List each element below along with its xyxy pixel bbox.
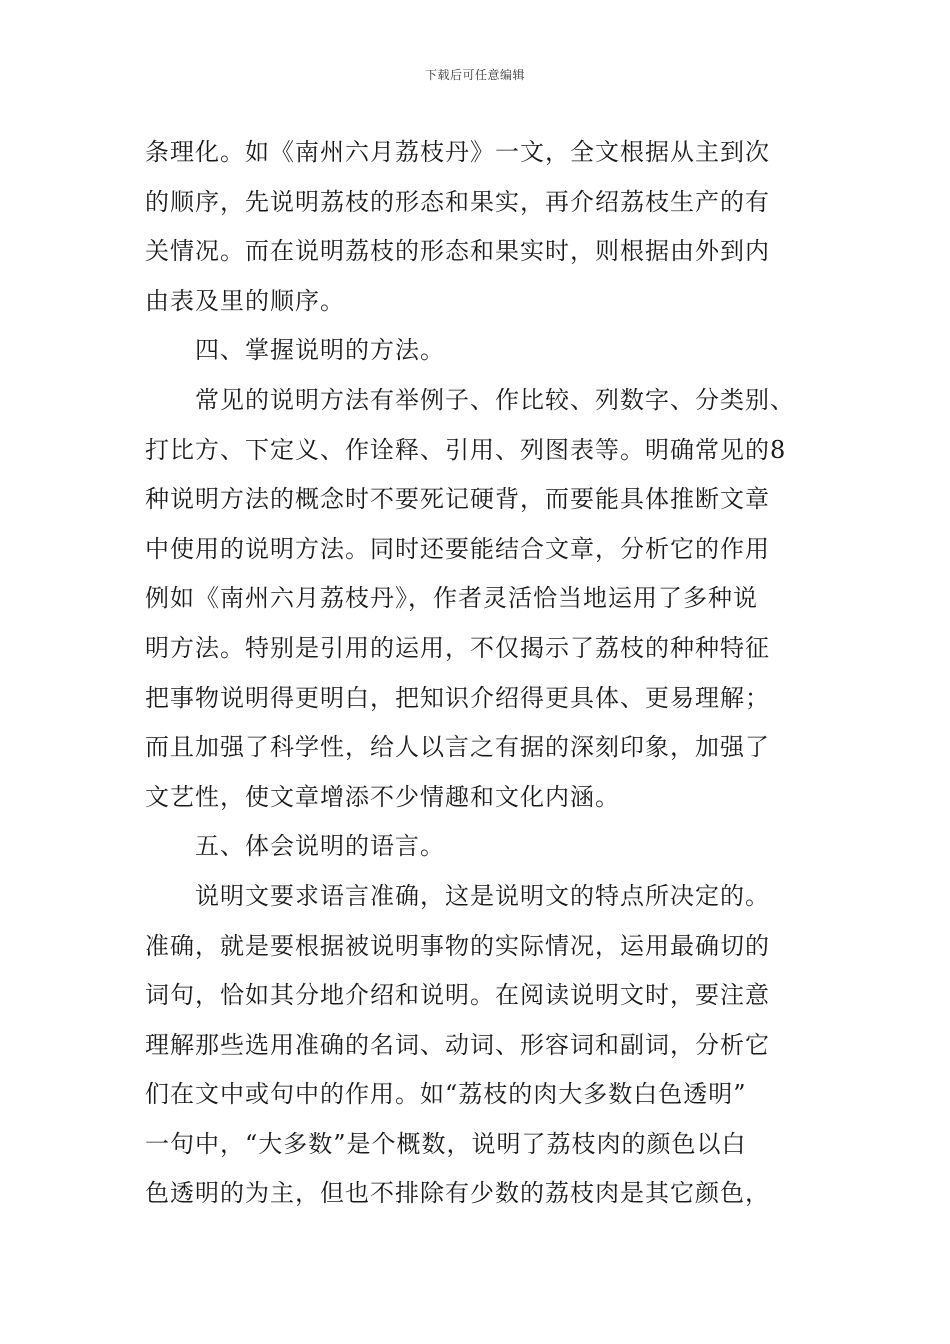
text-line: 们在文中或句中的作用。如“荔枝的肉大多数白色透明”: [145, 1080, 747, 1109]
text-line: 的顺序，先说明荔枝的形态和果实，再介绍荔枝生产的有: [145, 187, 770, 216]
text-line: 种说明方法的概念时不要死记硬背，而要能具体推断文章: [145, 485, 770, 514]
paragraph-start: 常见的说明方法有举例子、作比较、列数字、分类别、: [195, 385, 795, 414]
paragraph-start: 说明文要求语言准确，这是说明文的特点所决定的。: [195, 881, 770, 910]
text-line: 明方法。特别是引用的运用，不仅揭示了荔枝的种种特征: [145, 633, 770, 662]
text-line: 条理化。如《南州六月荔枝丹》一文，全文根据从主到次: [145, 138, 770, 166]
text-line: 把事物说明得更明白，把知识介绍得更具体、更易理解；: [145, 683, 770, 712]
section-heading: 四、掌握说明的方法。: [195, 336, 445, 365]
text-line: 打比方、下定义、作诠释、引用、列图表等。明确常见的8: [145, 435, 787, 464]
document-body: [145, 128, 815, 1219]
text-line: 文艺性，使文章增添不少情趣和文化内涵。: [145, 782, 620, 811]
text-line: 一句中，“大多数”是个概数，说明了荔枝肉的颜色以白: [145, 1129, 747, 1158]
text-line: 词句，恰如其分地介绍和说明。在阅读说明文时，要注意: [145, 981, 770, 1010]
section-heading: 五、体会说明的语言。: [195, 832, 445, 861]
text-line: 准确，就是要根据被说明事物的实际情况，运用最确切的: [145, 931, 770, 960]
text-line: 色透明的为主，但也不排除有少数的荔枝肉是其它颜色，: [145, 1179, 770, 1208]
text-line: 理解那些选用准确的名词、动词、形容词和副词，分析它: [145, 1030, 770, 1059]
text-line: 而且加强了科学性，给人以言之有据的深刻印象，加强了: [145, 733, 770, 762]
page-header: 下载后可任意编辑: [424, 68, 525, 82]
text-line: 中使用的说明方法。同时还要能结合文章，分析它的作用: [145, 534, 770, 563]
text-line: 例如《南州六月荔枝丹》，作者灵活恰当地运用了多种说: [145, 584, 758, 613]
text-line: 关情况。而在说明荔枝的形态和果实时，则根据由外到内: [145, 237, 770, 266]
text-line: 由表及里的顺序。: [145, 286, 345, 315]
